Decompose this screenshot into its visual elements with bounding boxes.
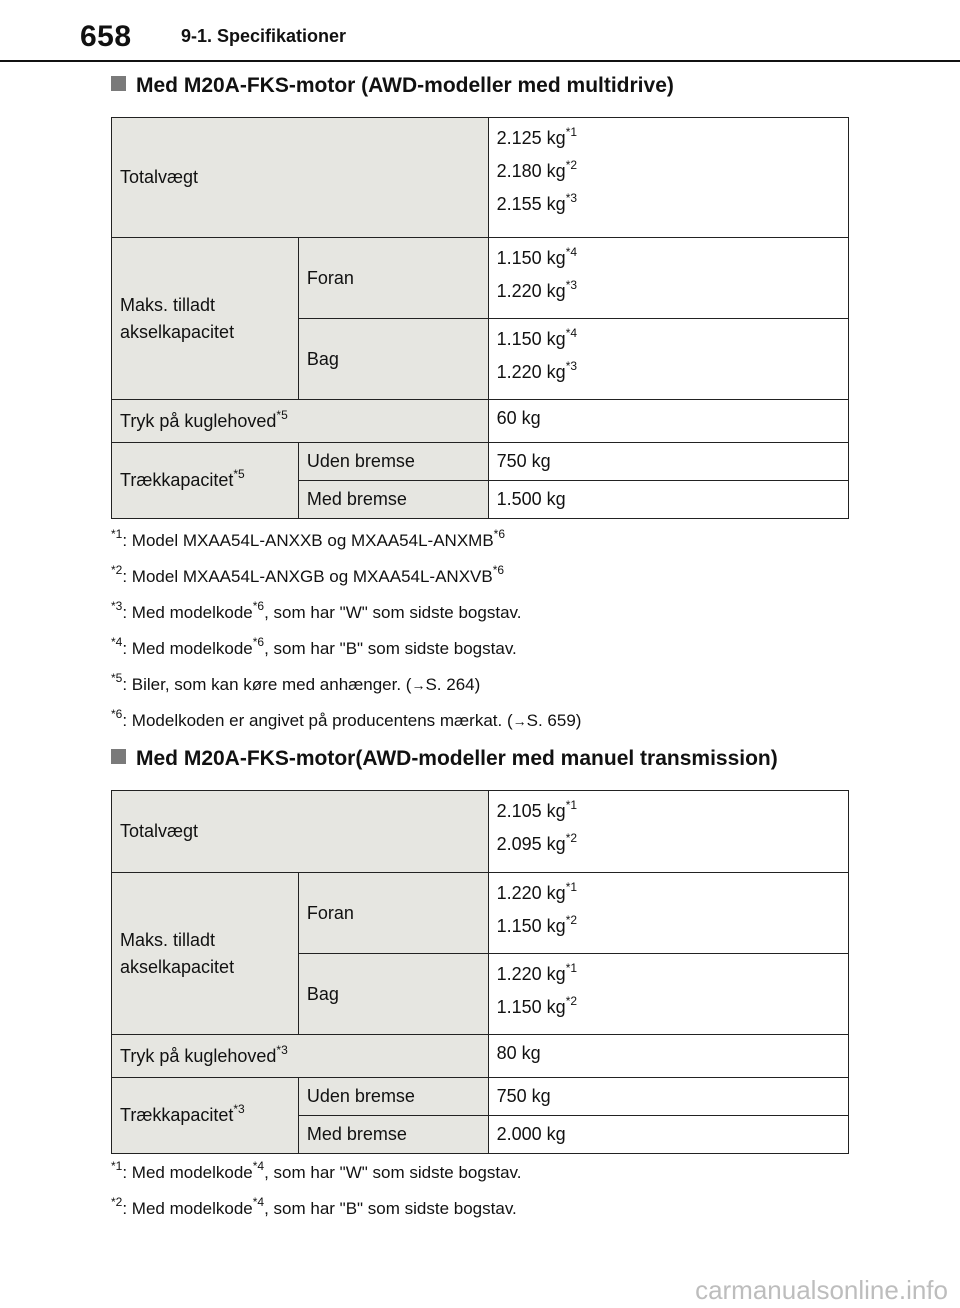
total-weight-values	[488, 791, 848, 873]
front-axle-values	[488, 873, 848, 954]
page-header	[0, 0, 960, 62]
header-divider	[0, 60, 960, 62]
ball-pressure-value: 60 kg	[488, 400, 848, 443]
weight-value: 2.125 $kg^{*1}$	[496, 125, 578, 148]
square-bullet-icon	[111, 76, 126, 91]
footnote: $^{*1}$: Model MXAA54L-ANXXB og MXAA54L-ANXMB$^{*6}$	[111, 527, 506, 550]
braked-label: Med bremse	[298, 481, 488, 519]
page-number: 658	[80, 20, 132, 53]
weight-value: 2.095 $kg^{*2}$	[496, 831, 578, 854]
weight-value: 1.150 $kg^{*4}$	[496, 326, 578, 349]
front-axle-label: Foran	[298, 238, 488, 319]
square-bullet-icon	[111, 749, 126, 764]
spec-table-multidrive	[111, 117, 849, 519]
total-weight-values	[488, 118, 848, 238]
footnote: $^{*6}$: Modelkoden er angivet på producentens mærkat. (→S. 659)	[111, 707, 582, 730]
total-weight-label: Totalvægt	[112, 118, 489, 238]
unbraked-label: Uden bremse	[298, 1078, 488, 1116]
weight-value: 1.220 $kg^{*3}$	[496, 359, 578, 382]
unbraked-label: Uden bremse	[298, 443, 488, 481]
weight-value: 1.150 $kg^{*4}$	[496, 245, 578, 268]
footnotes-manual	[111, 1159, 522, 1234]
front-axle-label: Foran	[298, 873, 488, 954]
braked-value: 2.000 kg	[488, 1116, 848, 1154]
ball-pressure-value: 80 kg	[488, 1035, 848, 1078]
weight-value: 2.105 $kg^{*1}$	[496, 798, 578, 821]
arrow-right-icon: →	[411, 677, 426, 693]
spec-table-manual	[111, 790, 849, 1154]
unbraked-value: 750 kg	[488, 443, 848, 481]
footnotes-multidrive	[111, 527, 582, 746]
arrow-right-icon: →	[512, 713, 527, 729]
axle-capacity-label: Maks. tilladt akselkapacitet	[112, 238, 299, 400]
unbraked-value: 750 kg	[488, 1078, 848, 1116]
footnote: $^{*2}$: Model MXAA54L-ANXGB og MXAA54L-ANXVB$^{*6}$	[111, 563, 505, 586]
section-title-multidrive: Med M20A-FKS-motor (AWD-modeller med multidrive)	[111, 74, 674, 98]
weight-value: 1.220 $kg^{*1}$	[496, 880, 578, 903]
total-weight-label: Totalvægt	[112, 791, 489, 873]
weight-value: 2.155 $kg^{*3}$	[496, 191, 578, 214]
footnote: $^{*5}$: Biler, som kan køre med anhænger. (→S. 264)	[111, 671, 481, 694]
footnote: $^{*2}$: Med modelkode$^{*4}$, som har "B" som sidste bogstav.	[111, 1195, 517, 1218]
footnote: $^{*3}$: Med modelkode$^{*6}$, som har "W" som sidste bogstav.	[111, 599, 522, 622]
ball-pressure-label: Tryk på kuglehoved$^{*5}$	[112, 400, 489, 443]
section-title-manual: Med M20A-FKS-motor(AWD-modeller med manuel transmission)	[111, 747, 778, 771]
rear-axle-values	[488, 319, 848, 400]
rear-axle-label: Bag	[298, 319, 488, 400]
braked-value: 1.500 kg	[488, 481, 848, 519]
weight-value: 1.220 $kg^{*3}$	[496, 278, 578, 301]
watermark: carmanualsonline.info	[695, 1275, 948, 1305]
towing-capacity-label: Trækkapacitet$^{*3}$	[112, 1078, 299, 1154]
footnote: $^{*4}$: Med modelkode$^{*6}$, som har "B" som sidste bogstav.	[111, 635, 517, 658]
braked-label: Med bremse	[298, 1116, 488, 1154]
towing-capacity-label: Trækkapacitet$^{*5}$	[112, 443, 299, 519]
front-axle-values	[488, 238, 848, 319]
weight-value: 2.180 $kg^{*2}$	[496, 158, 578, 181]
footnote: $^{*1}$: Med modelkode$^{*4}$, som har "W" som sidste bogstav.	[111, 1159, 522, 1182]
weight-value: 1.150 $kg^{*2}$	[496, 994, 578, 1017]
axle-capacity-label: Maks. tilladt akselkapacitet	[112, 873, 299, 1035]
rear-axle-values	[488, 954, 848, 1035]
weight-value: 1.150 $kg^{*2}$	[496, 913, 578, 936]
chapter-title: 9-1. Specifikationer	[181, 26, 347, 46]
weight-value: 1.220 $kg^{*1}$	[496, 961, 578, 984]
ball-pressure-label: Tryk på kuglehoved$^{*3}$	[112, 1035, 489, 1078]
rear-axle-label: Bag	[298, 954, 488, 1035]
